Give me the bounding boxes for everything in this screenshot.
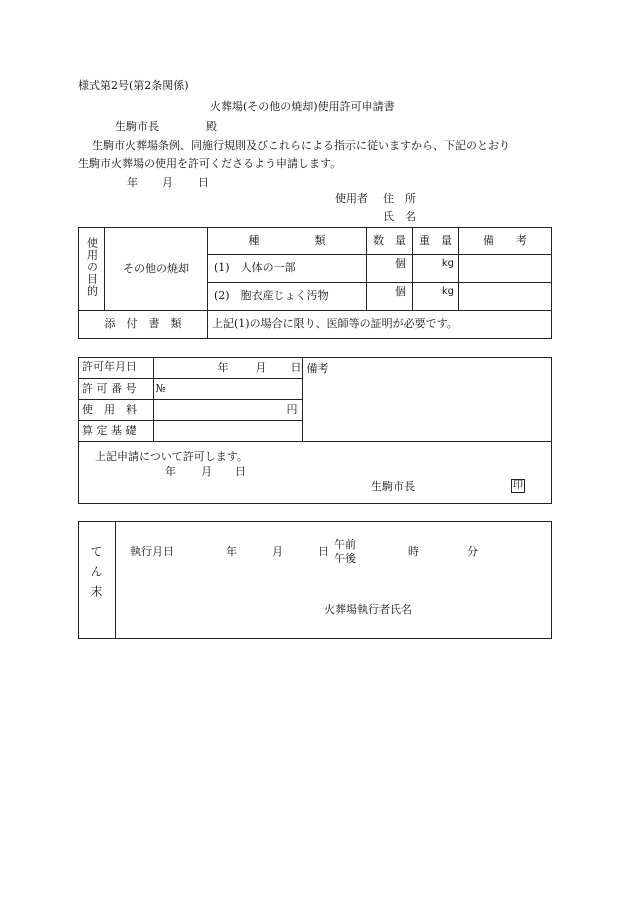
exec-am: 午前 (334, 538, 356, 551)
row-1-weight-unit: kg (413, 255, 459, 283)
honorific: 殿 (206, 120, 217, 133)
body-line-2: 生駒市火葬場の使用を許可くださるよう申請します。 (78, 157, 342, 170)
record-divider (115, 521, 116, 638)
permit-month: 月 (255, 361, 267, 374)
exec-year: 年 (226, 545, 237, 558)
record-box (78, 521, 552, 639)
attach-label: 添 付 書 類 (79, 311, 208, 339)
fee-label: 使 用 料 (78, 399, 153, 420)
row-1-label: (1) 人体の一部 (208, 255, 367, 283)
form-number: 様式第2号(第2条関係) (78, 79, 189, 92)
row-2-weight-unit: kg (413, 283, 459, 311)
row-1-remarks (459, 255, 552, 283)
permit-table (78, 357, 552, 442)
date-month: 月 (162, 176, 173, 189)
permit-date-label: 許可年月日 (78, 357, 153, 378)
exec-pm: 午後 (334, 552, 356, 565)
row-2-count-unit: 個 (367, 283, 413, 311)
exec-day: 日 (318, 545, 329, 558)
purpose-label-cell (79, 228, 105, 311)
permit-no-label: 許 可 番 号 (78, 378, 153, 399)
exec-minute: 分 (467, 545, 478, 558)
purpose-table (78, 227, 552, 339)
col-remarks: 備 考 (459, 228, 552, 255)
record-side-label: てん末 (89, 545, 103, 605)
row-2-remarks (459, 283, 552, 311)
approval-mayor: 生駒市長 (371, 480, 415, 493)
exec-date-label: 執行月日 (130, 545, 174, 558)
approval-text: 上記申請について許可します。 (95, 450, 248, 463)
basis-value (153, 420, 302, 441)
approval-month: 月 (201, 465, 212, 478)
fee-unit: 円 (153, 399, 302, 420)
approval-day: 日 (235, 465, 246, 478)
executor-label: 火葬場執行者氏名 (324, 603, 412, 616)
permit-remarks: 備考 (302, 357, 552, 442)
col-qty: 数 量 (367, 228, 413, 255)
exec-month: 月 (272, 545, 283, 558)
address-label: 住 所 (383, 192, 416, 205)
document-title: 火葬場(その他の焼却)使用許可申請書 (210, 100, 395, 113)
row-2-label: (2) 胞衣産じょく汚物 (208, 283, 367, 311)
addressee: 生駒市長 (115, 120, 159, 133)
attach-note: 上記(1)の場合に限り、医師等の証明が必要です。 (208, 311, 552, 339)
col-weight: 重 量 (413, 228, 459, 255)
col-type: 種 類 (208, 228, 367, 255)
seal-icon: 印 (513, 480, 523, 491)
body-line-1: 生駒市火葬場条例、同施行規則及びこれらによる指示に従いますから、下記のとおり (92, 139, 510, 152)
date-day: 日 (198, 176, 209, 189)
purpose-value: その他の焼却 (105, 228, 208, 311)
permit-year: 年 (217, 361, 229, 374)
permit-day: 日 (290, 361, 302, 374)
exec-hour: 時 (408, 545, 419, 558)
approval-year: 年 (165, 465, 176, 478)
permit-date-value (153, 357, 302, 378)
name-label: 氏 名 (383, 210, 416, 223)
user-label: 使用者 (335, 192, 368, 205)
purpose-label: 使用の目的 (85, 237, 99, 298)
date-year: 年 (127, 176, 138, 189)
basis-label: 算 定 基 礎 (78, 420, 153, 441)
row-1-count-unit: 個 (367, 255, 413, 283)
permit-no-prefix: № (153, 378, 302, 399)
